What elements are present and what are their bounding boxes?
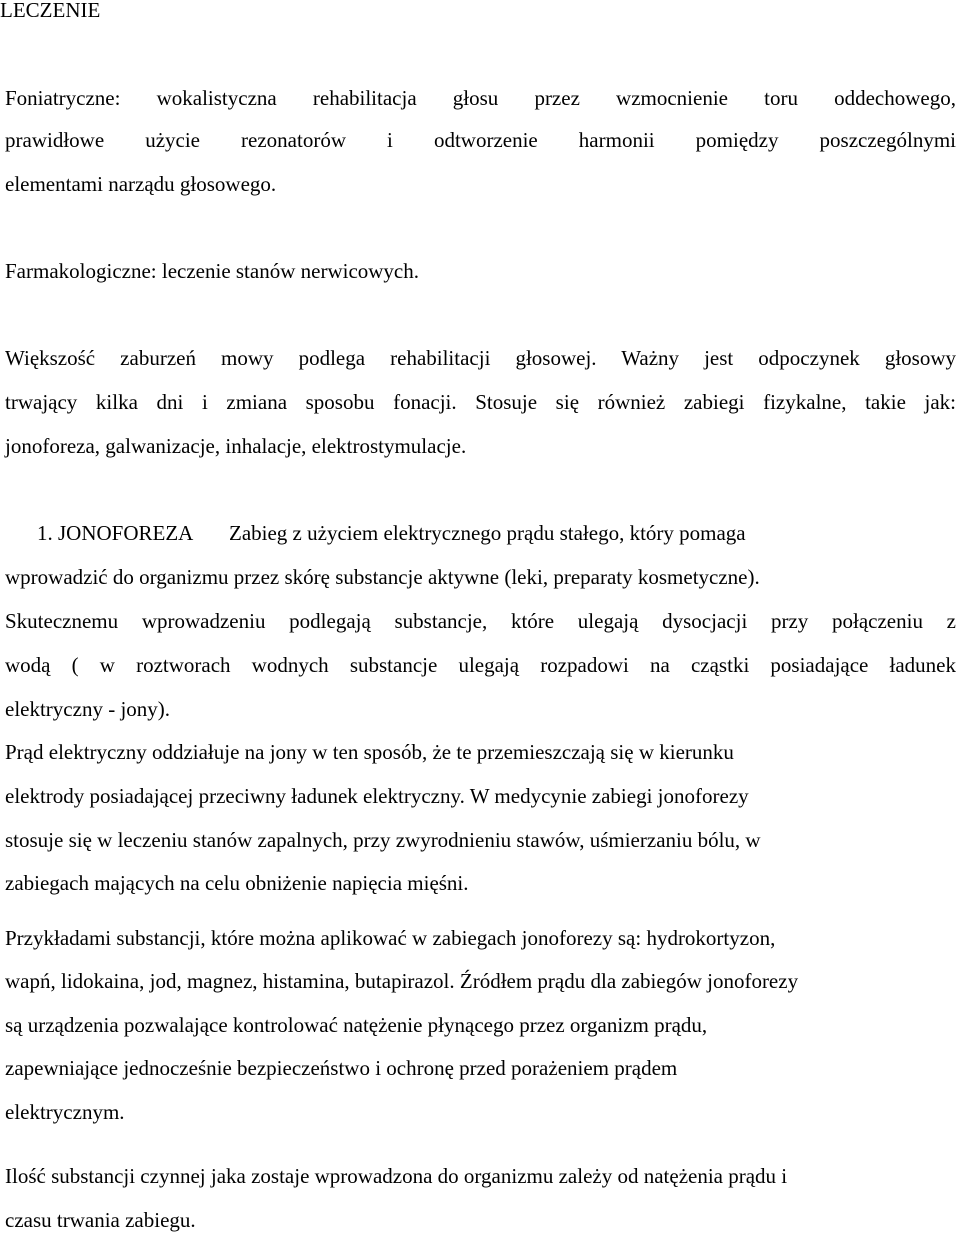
paragraph-jonoforeza-line-9: zabiegach mających na celu obniżenie napięcia mięśni. [5,871,469,895]
paragraph-examples-line-3: są urządzenia pozwalające kontrolować natężenie płynącego przez organizm prądu, [5,1013,708,1037]
section-heading-jonoforeza: 1. JONOFOREZA [37,521,194,545]
paragraph-jonoforeza-line-8: stosuje się w leczeniu stanów zapalnych, przy zwyrodnieniu stawów, uśmierzaniu bólu, w [5,828,761,852]
paragraph-examples-line-4: zapewniające jednocześnie bezpieczeństwo i ochronę przed porażeniem prądem [5,1056,678,1080]
paragraph-foniatric-line-3: elementami narządu głosowego. [5,172,277,196]
paragraph-amount-line-2: czasu trwania zabiegu. [5,1208,196,1232]
paragraph-majority-line-3: jonoforeza, galwanizacje, inhalacje, elektrostymulacje. [5,434,467,458]
paragraph-examples-line-5: elektrycznym. [5,1100,125,1124]
paragraph-amount-line-1: Ilość substancji czynnej jaka zostaje wprowadzona do organizmu zależy od natężenia prądu i [5,1164,788,1188]
paragraph-jonoforeza-line-7: elektrody posiadającej przeciwny ładunek elektryczny. W medycynie zabiegi jonoforezy [5,784,749,808]
paragraph-jonoforeza-line-2: wprowadzić do organizmu przez skórę substancje aktywne (leki, preparaty kosmetyczne). [5,565,760,589]
paragraph-majority-line-1: Większość zaburzeń mowy podlega rehabilitacji głosowej. Ważny jest odpoczynek głosowy [5,346,956,370]
paragraph-jonoforeza-line-5: elektryczny - jony). [5,697,171,721]
paragraph-majority-line-2: trwający kilka dni i zmiana sposobu fonacji. Stosuje się również zabiegi fizykalne, takie jak: [5,390,956,414]
paragraph-foniatric-line-2: prawidłowe użycie rezonatorów i odtworzenie harmonii pomiędzy poszczególnymi [5,128,956,152]
paragraph-jonoforeza-line-3: Skutecznemu wprowadzeniu podlegają substancje, które ulegają dysocjacji przy połączeniu z [5,609,956,633]
paragraph-examples-line-1: Przykładami substancji, które można aplikować w zabiegach jonoforezy są: hydrokortyzon, [5,926,776,950]
paragraph-jonoforeza-line-4: wodą ( w roztworach wodnych substancje ulegają rozpadowi na cząstki posiadające ładunek [5,653,956,677]
paragraph-examples-line-2: wapń, lidokaina, jod, magnez, histamina, butapirazol. Źródłem prądu dla zabiegów jonoforezy [5,969,799,993]
paragraph-foniatric-line-1: Foniatryczne: wokalistyczna rehabilitacja głosu przez wzmocnienie toru oddechowego, [5,86,956,110]
paragraph-pharmacological: Farmakologiczne: leczenie stanów nerwicowych. [5,259,420,283]
paragraph-jonoforeza-line-1: Zabieg z użyciem elektrycznego prądu stałego, który pomaga [229,521,746,545]
paragraph-jonoforeza-line-6: Prąd elektryczny oddziałuje na jony w ten sposób, że te przemieszczają się w kierunku [5,740,734,764]
page-title: LECZENIE [0,0,101,22]
